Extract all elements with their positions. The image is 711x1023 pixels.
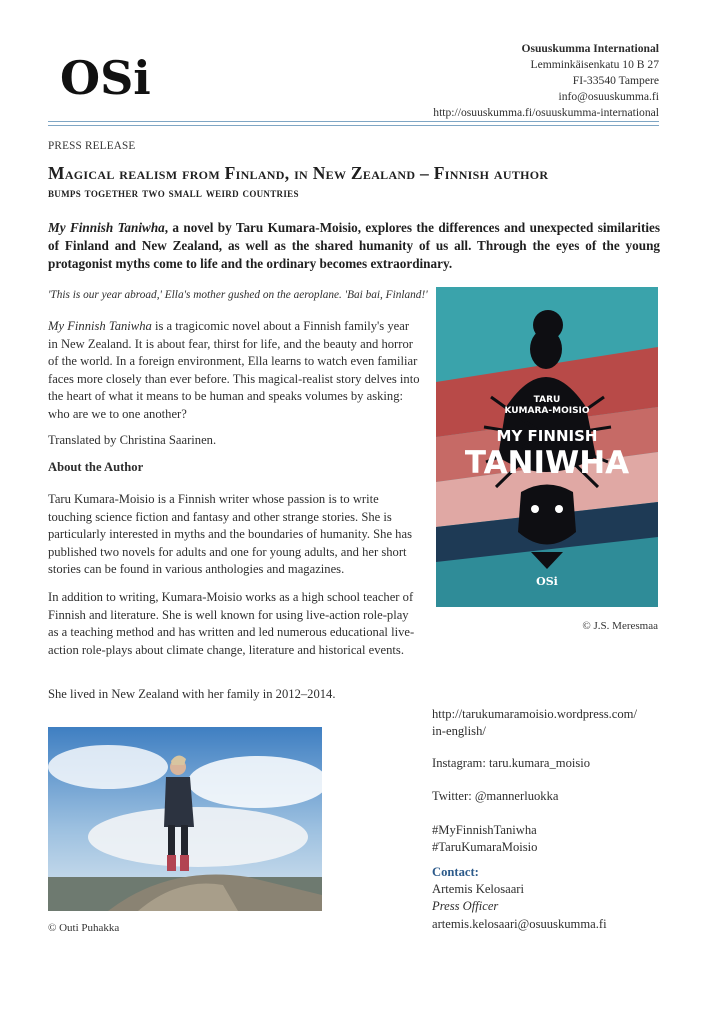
contact-block bbox=[432, 864, 607, 933]
lead-text: , a novel by Taru Kumara-Moisio, explores the differences and unexpected similarities of Finland and New Zealand, as well as the shared humanity of us all. Through the eyes of the young protagonist myths come to life and the ordinary becomes extraordinary. bbox=[48, 220, 660, 271]
header-rule-top bbox=[48, 121, 659, 122]
city-address: FI-33540 Tampere bbox=[572, 74, 659, 87]
contact-name: Artemis Kelosaari bbox=[432, 882, 524, 897]
cover-publisher: OSi bbox=[536, 575, 558, 588]
contact-role: Press Officer bbox=[432, 899, 499, 914]
cover-author-line-1: TARU bbox=[533, 395, 561, 405]
cover-title-line-2: TANIWHA bbox=[464, 445, 630, 481]
title-line-1: Magical realism from Finland, in New Zealand – Finnish author bbox=[48, 163, 549, 183]
contact-email[interactable]: artemis.kelosaari@osuuskumma.fi bbox=[432, 916, 607, 931]
website-line-1[interactable]: http://tarukumaramoisio.wordpress.com/ bbox=[432, 707, 637, 721]
cover-title-line-1: MY FINNISH bbox=[496, 427, 598, 445]
page-title bbox=[48, 163, 668, 203]
instagram-handle[interactable]: Instagram: taru.kumara_moisio bbox=[432, 756, 591, 770]
about-paragraph-3: She lived in New Zealand with her family in 2012–2014. bbox=[48, 687, 336, 701]
hashtags bbox=[432, 822, 667, 856]
translator-note: Translated by Christina Saarinen. bbox=[48, 433, 217, 447]
contact-heading: Contact: bbox=[432, 865, 479, 879]
opening-quote: 'This is our year abroad,' Ella's mother gushed on the aeroplane. 'Bai bai, Finland!' bbox=[48, 289, 428, 301]
lead-book-title: My Finnish Taniwha bbox=[48, 220, 165, 235]
intro-book-title: My Finnish Taniwha bbox=[48, 319, 152, 333]
address-block bbox=[433, 41, 659, 121]
lead-paragraph bbox=[48, 219, 660, 273]
twitter-handle[interactable]: Twitter: @mannerluokka bbox=[432, 789, 559, 803]
publisher-logo bbox=[58, 44, 151, 106]
org-name: Osuuskumma International bbox=[521, 42, 659, 55]
logo-text: OSi bbox=[60, 51, 151, 105]
website-line-2[interactable]: in-english/ bbox=[432, 724, 486, 739]
email-address[interactable]: info@osuuskumma.fi bbox=[558, 90, 659, 103]
header-rule-bottom bbox=[48, 125, 659, 126]
about-heading: About the Author bbox=[48, 460, 144, 474]
cover-credit: © J.S. Meresmaa bbox=[582, 620, 658, 632]
website-url[interactable]: http://osuuskumma.fi/osuuskumma-international bbox=[433, 106, 659, 119]
title-line-2: bumps together two small weird countries bbox=[48, 185, 299, 200]
about-paragraph-1: Taru Kumara-Moisio is a Finnish writer whose passion is to write touching science fiction and fantasy and other strange stories. She is particularly interested in myths and the boundaries of humanity. She has published two novels for adults and one for young adults, and her short stories can be found in various anthologies and magazines. bbox=[48, 492, 412, 577]
press-release-label: PRESS RELEASE bbox=[48, 140, 136, 152]
author-website[interactable] bbox=[432, 706, 667, 740]
photo-credit: © Outi Puhakka bbox=[48, 922, 120, 934]
book-cover-image bbox=[436, 287, 658, 607]
about-paragraph-2: In addition to writing, Kumara-Moisio works as a high school teacher of Finnish and literature. She is well known for using live-action role-play as a teaching method and has written and led numerous educational live-action role-plays about climate change, literature and historical events. bbox=[48, 590, 415, 657]
author-photo bbox=[48, 727, 322, 911]
intro-paragraph bbox=[48, 318, 420, 424]
cover-author-line-2: KUMARA-MOISIO bbox=[504, 406, 590, 416]
intro-text: is a tragicomic novel about a Finnish family's year in New Zealand. It is about fear, thirst for life, and the beauty and horror of the world. In a foreign environment, Ella learns to watch even familiar faces more closely than ever before. This magical-realist story delves into the heart of what it means to be human and speaks volumes by asking: who are we to one another? bbox=[48, 319, 420, 421]
street-address: Lemminkäisenkatu 10 B 27 bbox=[530, 58, 659, 71]
hashtag-1[interactable]: #MyFinnishTaniwha bbox=[432, 823, 537, 837]
hashtag-2[interactable]: #TaruKumaraMoisio bbox=[432, 840, 538, 855]
